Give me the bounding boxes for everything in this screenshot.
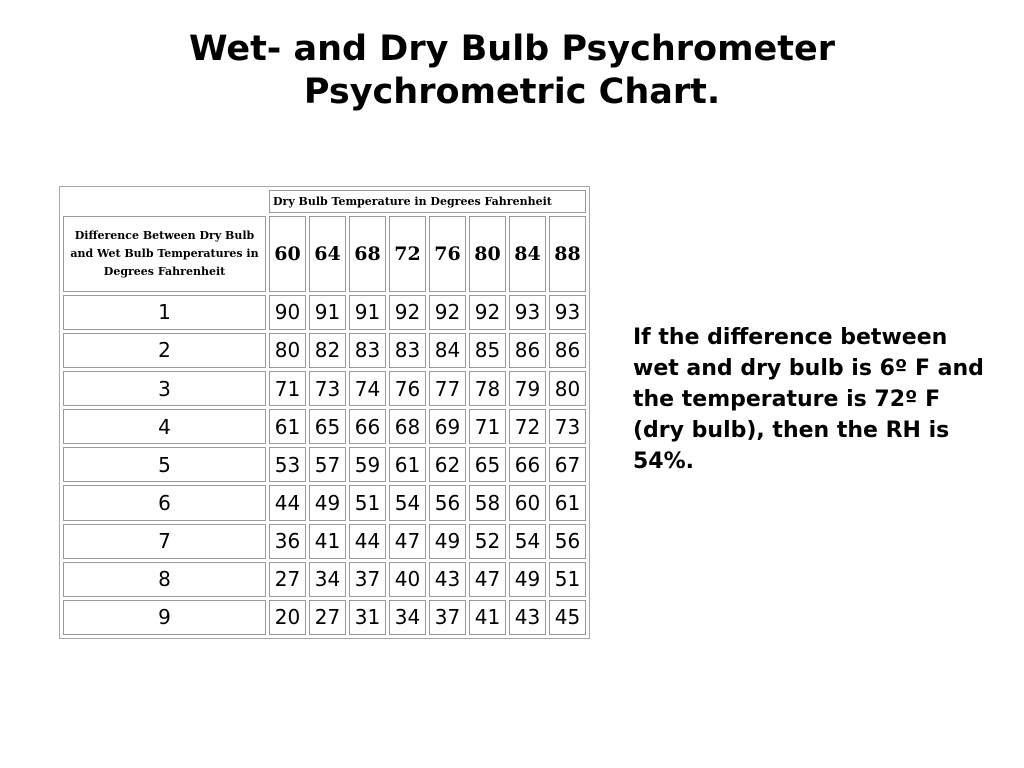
rh-value-cell: 79 [509, 371, 546, 406]
rh-value-cell: 27 [309, 600, 346, 635]
rh-value-cell: 65 [469, 447, 506, 482]
rh-value-cell: 40 [389, 562, 426, 597]
rh-value-cell: 41 [309, 524, 346, 559]
rh-value-cell: 37 [349, 562, 386, 597]
rh-value-cell: 93 [509, 295, 546, 330]
rh-value-cell: 73 [309, 371, 346, 406]
temperature-header-cell: 60 [269, 216, 306, 292]
rh-value-cell: 82 [309, 333, 346, 368]
table-row [63, 600, 586, 635]
rh-value-cell: 52 [469, 524, 506, 559]
rh-value-cell: 74 [349, 371, 386, 406]
table-row [63, 524, 586, 559]
rh-value-cell: 51 [549, 562, 586, 597]
difference-cell: 9 [63, 600, 266, 635]
rh-value-cell: 93 [549, 295, 586, 330]
rh-value-cell: 27 [269, 562, 306, 597]
table-row [63, 371, 586, 406]
rh-value-cell: 36 [269, 524, 306, 559]
rh-value-cell: 56 [429, 485, 466, 520]
rh-value-cell: 44 [269, 485, 306, 520]
rh-value-cell: 43 [509, 600, 546, 635]
slide-title [0, 28, 1024, 114]
rh-value-cell: 61 [389, 447, 426, 482]
rh-value-cell: 72 [509, 409, 546, 444]
rh-value-cell: 34 [309, 562, 346, 597]
rh-value-cell: 20 [269, 600, 306, 635]
rh-value-cell: 86 [549, 333, 586, 368]
rh-value-cell: 66 [349, 409, 386, 444]
rh-value-cell: 91 [309, 295, 346, 330]
rh-value-cell: 58 [469, 485, 506, 520]
rh-value-cell: 49 [509, 562, 546, 597]
rh-value-cell: 84 [429, 333, 466, 368]
temperature-header-cell: 76 [429, 216, 466, 292]
title-line-1: Wet- and Dry Bulb Psychrometer [188, 29, 836, 69]
table-row [63, 409, 586, 444]
rh-value-cell: 92 [389, 295, 426, 330]
rh-value-cell: 90 [269, 295, 306, 330]
rh-value-cell: 49 [429, 524, 466, 559]
table-row [63, 447, 586, 482]
rh-value-cell: 73 [549, 409, 586, 444]
rh-value-cell: 44 [349, 524, 386, 559]
rh-value-cell: 80 [269, 333, 306, 368]
rh-value-cell: 56 [549, 524, 586, 559]
table-row [63, 485, 586, 520]
rh-value-cell: 67 [549, 447, 586, 482]
rh-value-cell: 53 [269, 447, 306, 482]
difference-header: Difference Between Dry Bulb and Wet Bulb Temperatures in Degrees Fahrenheit [63, 216, 266, 292]
difference-cell: 7 [63, 524, 266, 559]
rh-value-cell: 61 [549, 485, 586, 520]
rh-value-cell: 71 [269, 371, 306, 406]
rh-value-cell: 85 [469, 333, 506, 368]
rh-value-cell: 47 [469, 562, 506, 597]
rh-value-cell: 86 [509, 333, 546, 368]
rh-value-cell: 91 [349, 295, 386, 330]
rh-value-cell: 57 [309, 447, 346, 482]
rh-value-cell: 92 [429, 295, 466, 330]
rh-value-cell: 34 [389, 600, 426, 635]
rh-value-cell: 60 [509, 485, 546, 520]
temperature-header-cell: 68 [349, 216, 386, 292]
rh-value-cell: 51 [349, 485, 386, 520]
rh-value-cell: 69 [429, 409, 466, 444]
table-row [63, 295, 586, 330]
difference-cell: 1 [63, 295, 266, 330]
rh-value-cell: 41 [469, 600, 506, 635]
rh-value-cell: 65 [309, 409, 346, 444]
rh-value-cell: 54 [389, 485, 426, 520]
rh-value-cell: 83 [349, 333, 386, 368]
title-line-2: Psychrometric Chart. [303, 72, 721, 112]
psychrometric-table [59, 186, 590, 639]
rh-value-cell: 61 [269, 409, 306, 444]
rh-value-cell: 31 [349, 600, 386, 635]
temperature-header-cell: 84 [509, 216, 546, 292]
rh-value-cell: 54 [509, 524, 546, 559]
rh-value-cell: 47 [389, 524, 426, 559]
rh-value-cell: 43 [429, 562, 466, 597]
rh-value-cell: 66 [509, 447, 546, 482]
difference-cell: 6 [63, 485, 266, 520]
table-group-header-row [63, 190, 586, 213]
rh-value-cell: 77 [429, 371, 466, 406]
table-corner-cell [63, 190, 266, 213]
rh-value-cell: 71 [469, 409, 506, 444]
difference-cell: 8 [63, 562, 266, 597]
rh-value-cell: 59 [349, 447, 386, 482]
rh-value-cell: 83 [389, 333, 426, 368]
example-note: If the difference between wet and dry bulb is 6º F and the temperature is 72º F (dry bulb), then the RH is 54%. [633, 325, 984, 474]
rh-value-cell: 62 [429, 447, 466, 482]
rh-value-cell: 78 [469, 371, 506, 406]
dry-bulb-header: Dry Bulb Temperature in Degrees Fahrenheit [269, 190, 586, 213]
rh-value-cell: 45 [549, 600, 586, 635]
rh-value-cell: 80 [549, 371, 586, 406]
table-row [63, 333, 586, 368]
rh-value-cell: 37 [429, 600, 466, 635]
temperature-header-cell: 88 [549, 216, 586, 292]
difference-cell: 2 [63, 333, 266, 368]
table-row [63, 562, 586, 597]
temperature-header-cell: 80 [469, 216, 506, 292]
difference-cell: 3 [63, 371, 266, 406]
difference-cell: 4 [63, 409, 266, 444]
difference-cell: 5 [63, 447, 266, 482]
rh-value-cell: 76 [389, 371, 426, 406]
temperature-header-cell: 72 [389, 216, 426, 292]
temperature-header-cell: 64 [309, 216, 346, 292]
rh-value-cell: 49 [309, 485, 346, 520]
rh-value-cell: 68 [389, 409, 426, 444]
temperature-header-row [63, 216, 586, 292]
rh-value-cell: 92 [469, 295, 506, 330]
